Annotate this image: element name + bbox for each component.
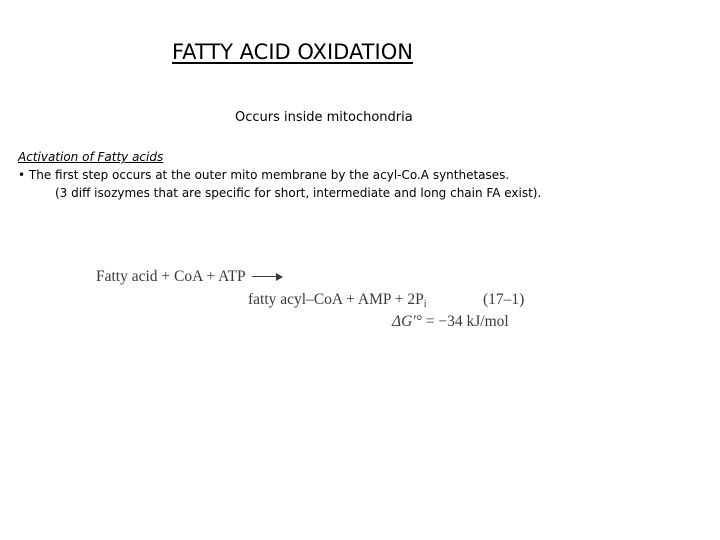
equation-products-line [248,291,427,310]
bullet-text: • The first step occurs at the outer mito membrane by the acyl-Co.A synthetases. [18,168,510,182]
equation-number: (17–1) [483,291,525,308]
delta-g-value: = −34 kJ/mol [421,313,509,330]
delta-g-symbol: ΔG′° [392,313,422,330]
equation-reactants-line [96,268,282,286]
equation-reactants: Fatty acid + CoA + ATP [96,268,246,285]
reaction-arrow-icon [252,276,282,277]
page-title: FATTY ACID OXIDATION [172,40,413,64]
indent-note: (3 diff isozymes that are specific for short, intermediate and long chain FA exist). [55,186,542,200]
equation-products: fatty acyl–CoA + AMP + 2P [248,291,424,308]
section-heading: Activation of Fatty acids [18,150,164,164]
subtitle: Occurs inside mitochondria [235,110,413,125]
equation-products-subscript: i [423,299,427,310]
equation-free-energy [392,313,509,331]
